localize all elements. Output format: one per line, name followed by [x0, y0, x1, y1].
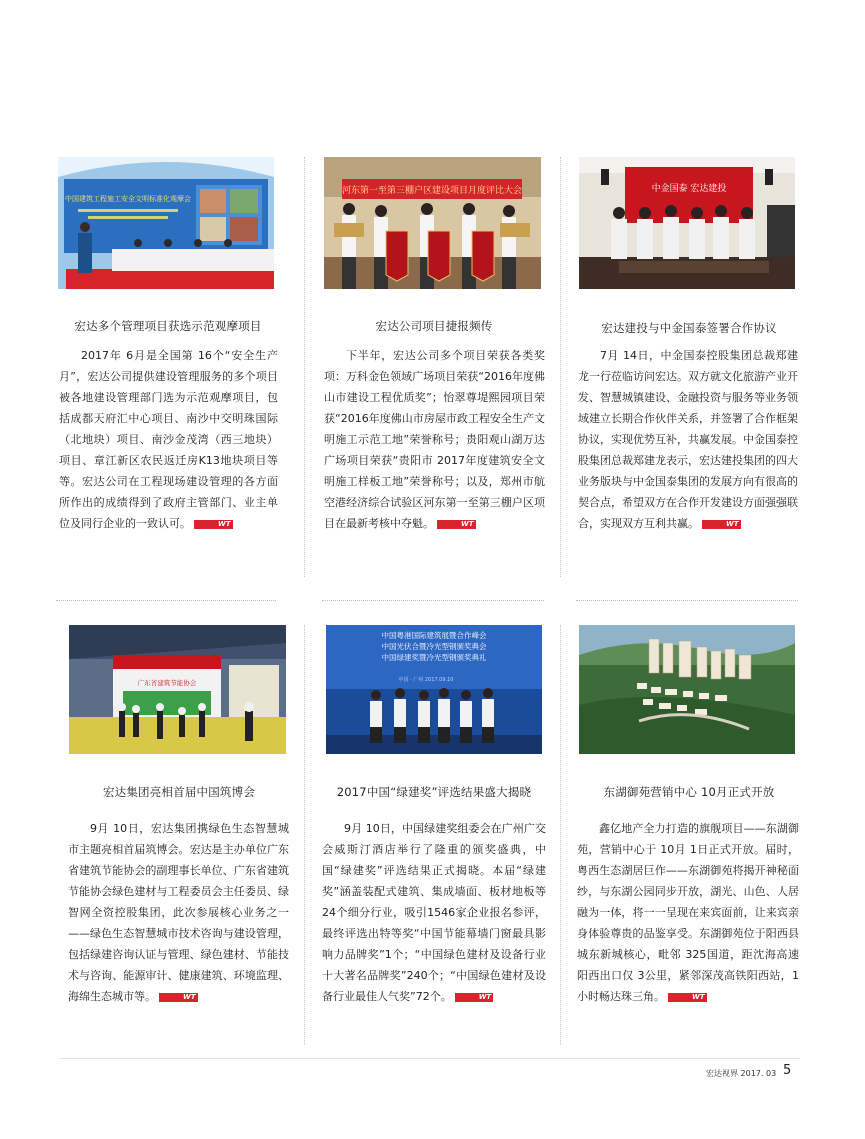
article-4-title: 宏达集团亮相首届中国筑博会 [102, 785, 256, 799]
article-3-title: 宏达建投与中金国泰签署合作协议 [601, 321, 777, 335]
article-4-body-text: 9月 10日，宏达集团携绿色生态智慧城市主题亮相首届筑博会。宏达是主办单位广东省建筑节能协会的副理事长单位、广东省建筑节能协会绿色建材与工程委员会主任委员、绿智网全资控股集团，此次参展核心业务之一——绿色生态智慧城市技术咨询与建设管理，包括绿建咨询认证与管理、绿色建材、节能技术与咨询、能源审计、健康建筑、环境监理、海绵生态城市等。 [68, 822, 289, 1003]
end-mark-icon: WT [437, 520, 476, 529]
article-1-body [59, 345, 278, 534]
article-5-body-text: 9月 10日，中国绿建奖组委会在广州广交会威斯汀酒店举行了隆重的颁奖盛典，中国“绿建奖”评选结果正式揭晓。本届“绿建奖”涵盖装配式建筑、集成墙面、板材地板等 24个细分行业，吸引1546家企业报名参评，最终评选出特等奖“中国节能幕墙门窗最具影响力品牌奖”1个；“中国绿色建材及设备行业十大著名品牌奖”240个；“中国绿色建材及设备行业最佳人气奖”72个。 [322, 822, 546, 1003]
article-2-banner-text: 河东第一至第三棚户区建设项目月度评比大会 [341, 186, 523, 196]
article-5-photo [326, 625, 542, 754]
column-divider [560, 157, 561, 577]
row-divider [56, 600, 276, 601]
column-divider [304, 157, 305, 577]
article-1-body-text: 2017年 6月是全国第 16个“安全生产月”，宏达公司提供建设管理服务的多个项目被各地建设管理部门选为示范观摩项目，包括成都天府汇中心项目、南沙中交明珠国际（北地块）项目、南沙金茂湾（西三地块）项目、章江新区农民返迁房K13地块项目等等。宏达公司在工程现场建设管理的各方面所作出的成绩得到了政府主管部门、业主单位及同行企业的一致认可。 [59, 349, 278, 530]
article-5-banner-line-3: 中国绿建奖暨冷光型钢颁奖典礼 [381, 653, 487, 662]
article-3-body [578, 345, 798, 534]
article-1-title: 宏达多个管理项目获选示范观摩项目 [74, 319, 262, 333]
article-3-body-text: 7月 14日，中金国泰控股集团总裁郑建龙一行莅临访问宏达。双方就文化旅游产业开发、智慧城镇建设、金融投资与服务等业务领域建立长期合作伙伴关系，并签署了合作框架协议，实现优势互补，共赢发展。中金国泰控股集团总裁郑建龙表示，宏达建投集团的四大业务版块与中金国泰集团的发展方向有很高的契合点，希望双方在合作开发建设方面强强联合，实现双方互利共赢。 [578, 349, 798, 530]
end-mark-icon: WT [668, 993, 707, 1002]
article-5-banner-date: 中国 · 广州 2017.09.10 [398, 677, 454, 683]
article-5-title: 2017中国“绿建奖”评选结果盛大揭晓 [336, 785, 532, 799]
article-2-body-text: 下半年，宏达公司多个项目荣获各类奖项：万科金色领域广场项目荣获“2016年度佛山市建设工程优质奖”；怡翠尊堤熙园项目荣获“2016年度佛山市房屋市政工程安全生产文明施工示范工地”荣誉称号；贵阳观山湖万达广场项目荣获“贵阳市 2017年度建筑安全文明施工样板工地”荣誉称号；以及，郑州市航空港经济综合试验区河东第一至第三棚户区项目在最新考核中夺魁。 [324, 349, 545, 530]
article-6-title: 东湖御苑营销中心 10月正式开放 [603, 785, 775, 799]
column-divider [304, 625, 305, 1045]
page-number: 5 [783, 1063, 792, 1078]
footer-magazine-name: 宏达视界 2017. 03 [706, 1069, 777, 1078]
article-3-banner-text: 中金国泰 宏达建投 [651, 184, 727, 194]
end-mark-icon: WT [702, 520, 741, 529]
article-6-photo [579, 625, 795, 754]
article-6-body [577, 818, 799, 1007]
column-divider [560, 625, 561, 1045]
article-2-photo [324, 157, 541, 289]
row-divider [576, 600, 798, 601]
article-4-body [68, 818, 289, 1007]
article-5-body [322, 818, 546, 1007]
end-mark-icon: WT [194, 520, 233, 529]
article-5-banner-line-2: 中国光伏合暨冷光型钢颁奖典会 [381, 642, 487, 651]
article-6-body-text: 鑫亿地产全力打造的旗舰项目——东湖御苑，营销中心于 10月 1日正式开放。届时，粤西生态湖居巨作——东湖御苑将揭开神秘面纱，与东湖公园同步开放，湖光、山色、人居融为一体，将一一呈现在来宾面前，让来宾亲身体验尊贵的品鉴享受。东湖御苑位于阳西县城东新城核心，毗邻 325国道，距沈海高速阳西出口仅 3公里，紧邻深茂高铁阳西站，1小时畅达珠三角。 [577, 822, 799, 1003]
footer-rule [60, 1058, 800, 1059]
end-mark-icon: WT [159, 993, 198, 1002]
article-3-photo [579, 157, 795, 289]
article-2-body [324, 345, 545, 534]
article-4-banner-text: 广东省建筑节能协会 [137, 679, 197, 687]
article-1-banner-text: 中国建筑工程施工安全文明标准化观摩会 [65, 195, 191, 203]
end-mark-icon: WT [455, 993, 494, 1002]
article-4-photo [69, 625, 286, 754]
article-1-photo [58, 157, 274, 289]
article-2-title: 宏达公司项目捷报频传 [375, 319, 493, 333]
article-5-banner-line-1: 中国粤港国际建筑展暨合作峰会 [381, 631, 487, 640]
row-divider [322, 600, 544, 601]
